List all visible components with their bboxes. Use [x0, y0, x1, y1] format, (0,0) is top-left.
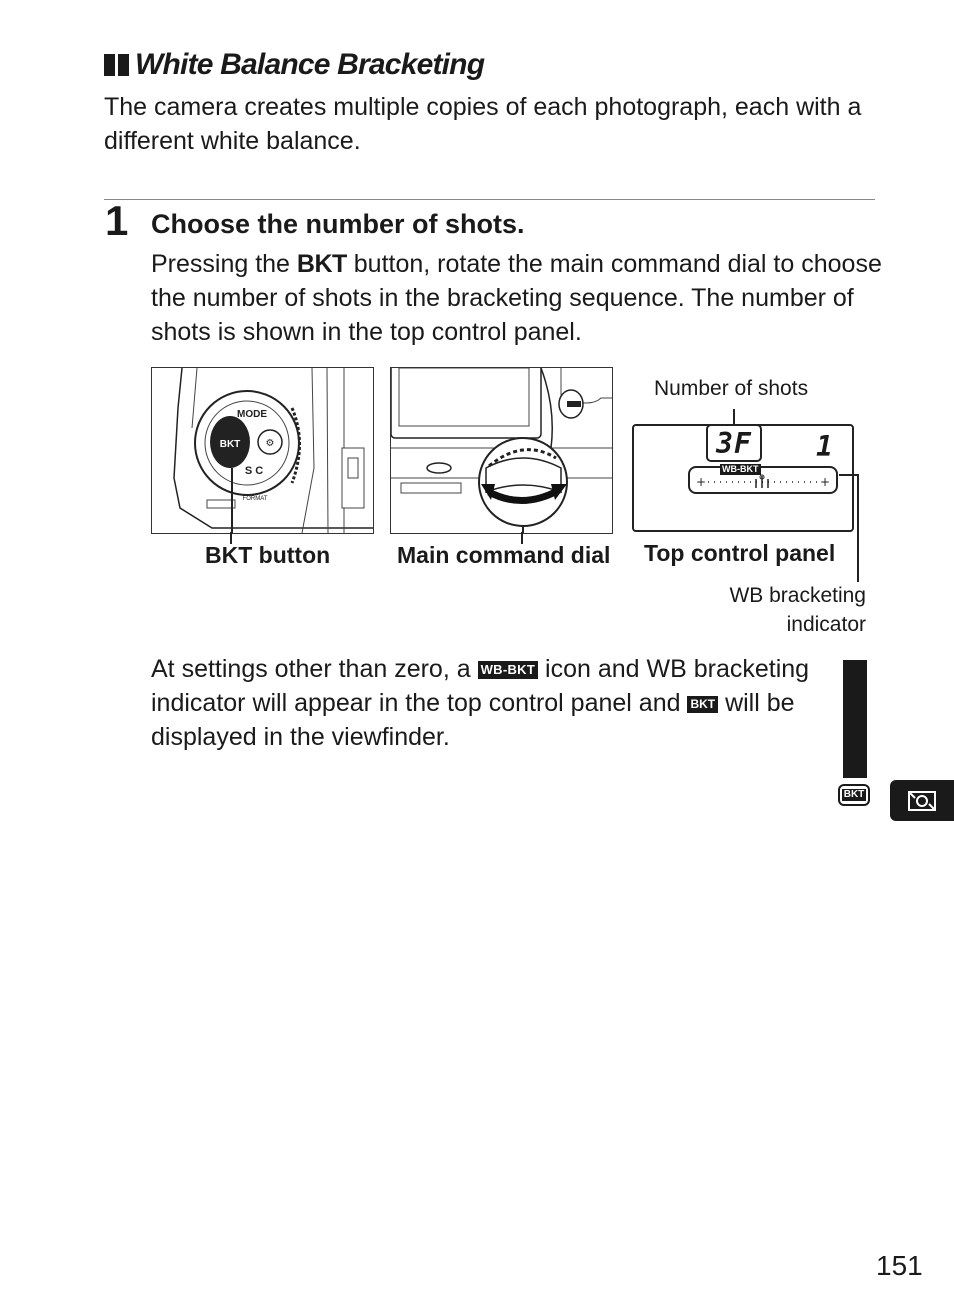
number-of-shots-label: Number of shots [654, 377, 809, 400]
side-bkt-text: BKT [843, 789, 865, 800]
wb-leader-vertical [857, 474, 859, 582]
note-text-3: will be displayed in the viewfinder. [151, 689, 795, 751]
svg-text:⚙: ⚙ [265, 438, 275, 449]
section-marker-icon [104, 54, 129, 76]
section-heading [104, 48, 484, 82]
bkt-viewfinder-icon: BKT [687, 696, 718, 713]
section-intro: The camera creates multiple copies of each photograph, each with a different white balance. [104, 93, 862, 155]
bkt-button-illustration [151, 367, 374, 534]
top-control-panel-label: Top control panel [644, 540, 836, 566]
lcd-shots-display: 3F [706, 424, 762, 462]
top-control-panel-lcd [632, 424, 854, 532]
camera-bkt-text: BKT [219, 439, 241, 450]
page-number: 151 [876, 1250, 923, 1281]
camera-exposure-icon [907, 789, 937, 813]
step-body [151, 247, 891, 349]
note-text-1: At settings other than zero, a [151, 655, 478, 683]
wb-indicator-label-line2: indicator [786, 613, 866, 636]
step-body-text-1: Pressing the [151, 250, 297, 278]
camera-back-drawing [391, 368, 612, 533]
section-title: White Balance Bracketing [135, 48, 485, 81]
main-command-dial-illustration [390, 367, 613, 534]
side-bkt-icon [838, 784, 870, 806]
camera-left-side-drawing [152, 368, 373, 533]
main-command-dial-label: Main command dial [397, 542, 611, 568]
camera-mode-text: MODE [237, 409, 267, 420]
bkt-inline-label: BKT [296, 250, 347, 278]
step-body-text-2: button, rotate the main command dial to choose the number of shots in the bracketing sequence. The number of shots is shown in the top control panel. [151, 250, 882, 346]
chapter-tab[interactable] [890, 780, 954, 821]
lcd-scale-icon [694, 474, 834, 490]
wb-indicator-label-line1: WB bracketing [729, 584, 866, 607]
wb-bracketing-indicator [688, 466, 838, 494]
camera-format-text: FORMAT [242, 496, 268, 502]
svg-text:+: + [820, 475, 831, 489]
shots-leader-line [733, 409, 735, 425]
lcd-right-digit: 1 [816, 430, 833, 463]
wb-leader-horizontal [839, 474, 859, 476]
note-text-2: icon and WB bracketing indicator will appear in the top control panel and [151, 655, 810, 717]
svg-text:+: + [696, 475, 707, 489]
divider [104, 199, 875, 200]
step-number: 1 [105, 197, 129, 244]
side-section-bar [843, 660, 867, 778]
step-title: Choose the number of shots. [151, 209, 525, 239]
svg-text:S C: S C [244, 465, 264, 477]
bkt-button-label: BKT button [205, 542, 331, 568]
wb-bkt-icon: WB-BKT [478, 661, 539, 679]
wb-bracketing-indicator-label [722, 581, 866, 639]
note-paragraph [151, 652, 831, 754]
lcd-wb-bkt-icon: WB-BKT [722, 464, 759, 474]
